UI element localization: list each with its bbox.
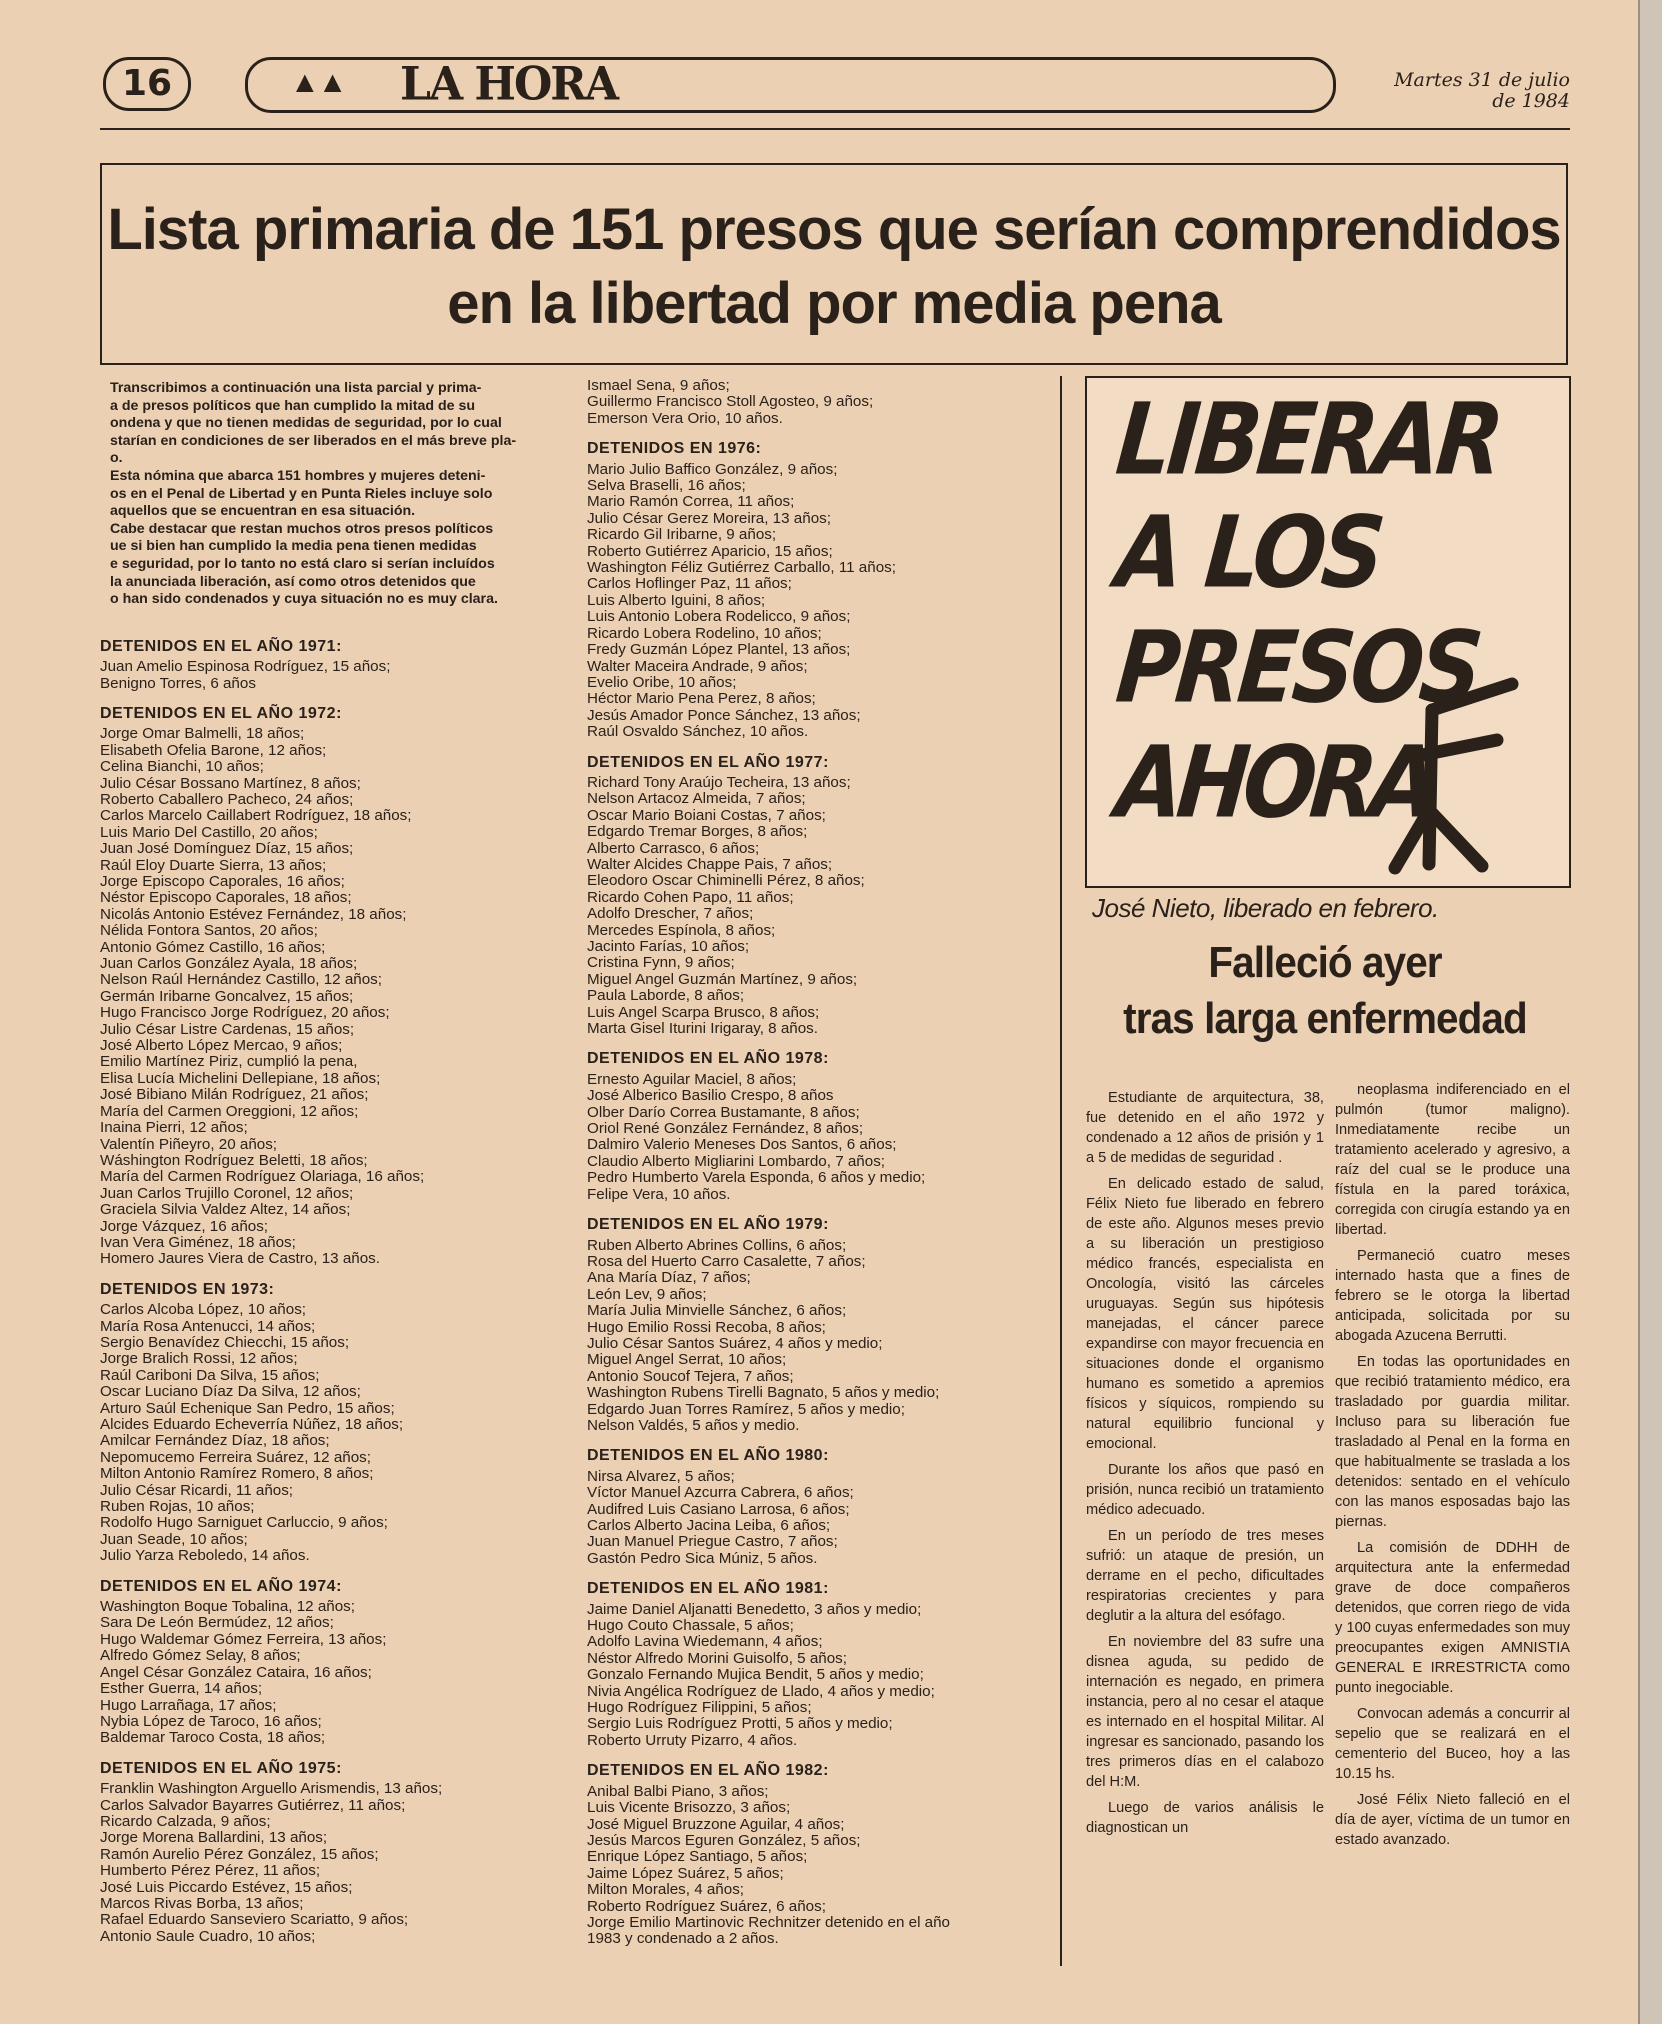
date-line-2: de 1984 xyxy=(1492,90,1570,112)
list-item: Ricardo Lobera Rodelino, 10 años; xyxy=(587,625,822,642)
column-1 xyxy=(100,380,565,1945)
list-item: Juan José Domínguez Díaz, 15 años; xyxy=(100,841,354,858)
article-paragraph: Convocan además a concurrir al sepelio que se realizará en el cementerio del Buceo, hoy a las 10.15 hs. xyxy=(1335,1706,1570,1782)
list-item: María del Carmen Rodríguez Olariaga, 16 años; xyxy=(100,1169,425,1186)
section-title: DETENIDOS EN EL AÑO 1980: xyxy=(587,1447,829,1465)
prisoner-list xyxy=(587,378,1047,427)
list-item: Carlos Marcelo Caillabert Rodríguez, 18 años; xyxy=(100,808,412,825)
list-item: Esther Guerra, 14 años; xyxy=(100,1681,263,1698)
list-item: Washington Rubens Tirelli Bagnato, 5 años y medio; xyxy=(587,1385,940,1402)
prisoner-list xyxy=(587,775,1047,1038)
list-item: Jorge Omar Balmelli, 18 años; xyxy=(100,726,305,743)
list-item: Hugo Francisco Jorge Rodríguez, 20 años; xyxy=(100,1005,390,1022)
list-item: Rosa del Huerto Carro Casalette, 7 años; xyxy=(587,1253,866,1270)
list-item: Humberto Pérez Pérez, 11 años; xyxy=(100,1863,321,1880)
list-item: Angel César González Cataira, 16 años; xyxy=(100,1664,372,1681)
list-item: Jesús Marcos Eguren González, 5 años; xyxy=(587,1832,861,1849)
list-item: Inaina Pierri, 12 años; xyxy=(100,1120,248,1137)
section-title: DETENIDOS EN EL AÑO 1978: xyxy=(587,1050,829,1068)
list-item: Enrique López Santiago, 5 años; xyxy=(587,1849,808,1866)
list-item: Audifred Luis Casiano Larrosa, 6 años; xyxy=(587,1501,850,1518)
list-item: Oriol René González Fernández, 8 años; xyxy=(587,1121,864,1138)
prisoner-list xyxy=(587,1602,1047,1750)
list-item: Miguel Angel Serrat, 10 años; xyxy=(587,1352,787,1369)
list-item: Marta Gisel Iturini Irigaray, 8 años. xyxy=(587,1021,818,1038)
list-item: Eleodoro Oscar Chiminelli Pérez, 8 años; xyxy=(587,873,865,890)
list-item: Jesús Amador Ponce Sánchez, 13 años; xyxy=(587,707,861,724)
list-item: Olber Darío Correa Bustamante, 8 años; xyxy=(587,1104,860,1121)
list-section xyxy=(587,1448,1047,1567)
list-item: Oscar Mario Boiani Costas, 7 años; xyxy=(587,807,826,824)
list-item: Juan Carlos González Ayala, 18 años; xyxy=(100,956,358,973)
list-section xyxy=(587,378,1047,427)
list-item: Anibal Balbi Piano, 3 años; xyxy=(587,1783,769,1800)
list-item: Alberto Carrasco, 6 años; xyxy=(587,840,760,857)
list-item: Antonio Soucof Tejera, 7 años; xyxy=(587,1368,794,1385)
list-item: Sergio Benavídez Chiecchi, 15 años; xyxy=(100,1334,350,1351)
list-item: Alfredo Gómez Selay, 8 años; xyxy=(100,1648,301,1665)
article-headline-line-1: Falleció ayer xyxy=(1208,938,1442,987)
intro-line: a de presos políticos que han cumplido la mitad de su xyxy=(110,397,476,414)
list-item: Edgardo Juan Torres Ramírez, 5 años y medio; xyxy=(587,1401,905,1418)
list-item: Raúl Cariboni Da Silva, 15 años; xyxy=(100,1367,320,1384)
list-item: Juan Carlos Trujillo Coronel, 12 años; xyxy=(100,1185,354,1202)
list-item: Julio César Listre Cardenas, 15 años; xyxy=(100,1021,355,1038)
date-line-1: Martes 31 de julio xyxy=(1394,69,1570,91)
list-item: Claudio Alberto Migliarini Lombardo, 7 años; xyxy=(587,1153,886,1170)
prisoner-list xyxy=(587,1784,1047,1948)
list-item: Ruben Rojas, 10 años; xyxy=(100,1499,255,1516)
article-paragraph: Permaneció cuatro meses internado hasta que a fines de febrero se le otorga la libertad anticipada, solicitada por su abogada Azucena Berrutti. xyxy=(1335,1248,1570,1344)
list-section xyxy=(587,755,1047,1038)
list-item: Selva Braselli, 16 años; xyxy=(587,478,746,495)
prisoner-list-2 xyxy=(587,378,1047,1948)
list-item: Nirsa Alvarez, 5 años; xyxy=(587,1468,735,1485)
list-item: Edgardo Tremar Borges, 8 años; xyxy=(587,824,808,841)
arrows-icon: ▲▲ xyxy=(290,66,346,99)
list-item: José Miguel Bruzzone Aguilar, 4 años; xyxy=(587,1816,845,1833)
list-item: Paula Laborde, 8 años; xyxy=(587,988,745,1005)
list-item: Jorge Emilio Martinovic Rechnitzer detenido en el año xyxy=(587,1914,951,1931)
list-item: Hugo Larrañaga, 17 años; xyxy=(100,1697,277,1714)
list-item: Adolfo Drescher, 7 años; xyxy=(587,906,754,923)
prisoner-list xyxy=(100,1781,565,1945)
list-item: Juan Manuel Priegue Castro, 7 años; xyxy=(587,1534,838,1551)
photo-caption: José Nieto, liberado en febrero. xyxy=(1092,893,1439,923)
list-item: Dalmiro Valerio Meneses Dos Santos, 6 años; xyxy=(587,1137,897,1154)
list-item: Adolfo Lavina Wiedemann, 4 años; xyxy=(587,1634,823,1651)
list-item: Raúl Osvaldo Sánchez, 10 años. xyxy=(587,724,809,741)
list-item: Milton Antonio Ramírez Romero, 8 años; xyxy=(100,1466,374,1483)
list-item: Julio César Santos Suárez, 4 años y medio; xyxy=(587,1335,883,1352)
list-item: Juan Seade, 10 años; xyxy=(100,1531,248,1548)
prisoner-list xyxy=(587,1238,1047,1435)
list-item: Elisabeth Ofelia Barone, 12 años; xyxy=(100,742,327,759)
list-item: Nepomucemo Ferreira Suárez, 12 años; xyxy=(100,1449,371,1466)
list-item: Felipe Vera, 10 años. xyxy=(587,1186,731,1203)
poster-line-2: A LOS xyxy=(1111,495,1386,611)
intro-line: e seguridad, por lo tanto no está claro si serían incluídos xyxy=(110,555,495,572)
list-item: José Luis Piccardo Estévez, 15 años; xyxy=(100,1879,353,1896)
list-section xyxy=(587,441,1047,740)
list-item: Mario Ramón Correa, 11 años; xyxy=(587,494,795,511)
list-item: Hugo Emilio Rossi Recoba, 8 años; xyxy=(587,1319,826,1336)
prisoner-list xyxy=(587,462,1047,741)
list-item: Roberto Caballero Pacheco, 24 años; xyxy=(100,791,354,808)
masthead xyxy=(245,57,1336,113)
list-section xyxy=(587,1051,1047,1203)
poster-line-4: AHORA xyxy=(1111,725,1437,841)
article-headline-line-2: tras larga enfermedad xyxy=(1123,994,1527,1043)
intro-line: la anunciada liberación, así como otros detenidos que xyxy=(110,573,476,590)
list-item: Emerson Vera Orio, 10 años. xyxy=(587,410,783,427)
section-title: DETENIDOS EN EL AÑO 1972: xyxy=(100,704,342,722)
list-item: León Lev, 9 años; xyxy=(587,1286,707,1303)
page-number: 16 xyxy=(103,57,191,111)
list-item: Carlos Salvador Bayarres Gutiérrez, 11 años; xyxy=(100,1797,406,1814)
list-item: Valentín Piñeyro, 20 años; xyxy=(100,1136,278,1153)
list-item: Jaime López Suárez, 5 años; xyxy=(587,1865,784,1882)
list-item: José Alberico Basilio Crespo, 8 años xyxy=(587,1088,834,1105)
article-column-b xyxy=(1335,1080,1570,1856)
headline-line-2: en la libertad por media pena xyxy=(447,271,1221,336)
list-item: Marcos Rivas Borba, 13 años; xyxy=(100,1895,304,1912)
list-item: Nelson Artacoz Almeida, 7 años; xyxy=(587,791,806,808)
section-title: DETENIDOS EN 1976: xyxy=(587,440,762,458)
list-item: Franklin Washington Arguello Arismendis, 13 años; xyxy=(100,1781,443,1798)
list-item: Antonio Saule Cuadro, 10 años; xyxy=(100,1928,316,1945)
section-title: DETENIDOS EN EL AÑO 1979: xyxy=(587,1216,829,1234)
prisoner-list xyxy=(100,1302,565,1565)
list-item: Jorge Bralich Rossi, 12 años; xyxy=(100,1351,298,1368)
intro-line: aquellos que se encuentran en esa situación. xyxy=(110,503,416,520)
list-item: Homero Jaures Viera de Castro, 13 años. xyxy=(100,1251,380,1268)
prisoner-list xyxy=(100,659,565,692)
list-item: María del Carmen Oreggioni, 12 años; xyxy=(100,1103,359,1120)
list-item: Milton Morales, 4 años; xyxy=(587,1882,745,1899)
article-column-a xyxy=(1086,1088,1324,1844)
intro-paragraph xyxy=(100,380,565,609)
list-item: Nybia López de Taroco, 16 años; xyxy=(100,1713,322,1730)
article-paragraph: En todas las oportunidades en que recibió tratamiento médico, era trasladado por guardia militar. Incluso para su liberación fue trasladado al Penal en la forma en que habitualmente se traslada a los detenidos: sentado en el vehículo con las manos esposadas bajo las piernas. xyxy=(1335,1354,1570,1530)
prisoner-list-1 xyxy=(100,639,565,1945)
list-item: José Bibiano Milán Rodríguez, 21 años; xyxy=(100,1087,369,1104)
article-paragraph: En delicado estado de salud, Félix Nieto fue liberado en febrero de este año. Algunos meses previo a su liberación un prestigioso médico francés, especialista en Oncología, visitó las cárceles uruguayas. Según sus hipótesis manejadas, el cáncer parece expandirse con mayor frecuencia en situaciones donde el organismo humano es sometido a apremios físicos y síquicos, rompiendo su natural equilibrio funcional y emocional. xyxy=(1086,1176,1324,1452)
list-item: Héctor Mario Pena Perez, 8 años; xyxy=(587,691,816,708)
intro-line: o. xyxy=(110,450,123,467)
prisoner-list xyxy=(587,1072,1047,1203)
article-paragraph: Durante los años que pasó en prisión, nunca recibió un tratamiento médico adecuado. xyxy=(1086,1462,1324,1518)
list-item: Germán Iribarne Goncalvez, 15 años; xyxy=(100,988,354,1005)
list-item: Cristina Fynn, 9 años; xyxy=(587,955,735,972)
list-item: Carlos Hoflinger Paz, 11 años; xyxy=(587,576,792,593)
headline-box xyxy=(100,163,1568,365)
list-item: María Julia Minvielle Sánchez, 6 años; xyxy=(587,1303,847,1320)
list-item: Luis Mario Del Castillo, 20 años; xyxy=(100,824,318,841)
list-item: Julio Yarza Reboledo, 14 años. xyxy=(100,1548,310,1565)
list-item: Ismael Sena, 9 años; xyxy=(587,378,730,394)
list-item: Ruben Alberto Abrines Collins, 6 años; xyxy=(587,1237,847,1254)
list-item: Evelio Oribe, 10 años; xyxy=(587,674,737,691)
list-item: Antonio Gómez Castillo, 16 años; xyxy=(100,939,326,956)
list-item: Alcides Eduardo Echeverría Núñez, 18 años; xyxy=(100,1417,404,1433)
header-rule xyxy=(100,128,1570,130)
list-item: Hugo Couto Chassale, 5 años; xyxy=(587,1618,794,1635)
list-item: Sergio Luis Rodríguez Protti, 5 años y medio; xyxy=(587,1716,893,1733)
prisoner-list xyxy=(587,1469,1047,1567)
section-title: DETENIDOS EN EL AÑO 1975: xyxy=(100,1759,342,1777)
intro-line: o han sido condenados y cuya situación no es muy clara. xyxy=(110,591,498,608)
list-item: Sara De León Bermúdez, 12 años; xyxy=(100,1615,334,1632)
article-paragraph: La comisión de DDHH de arquitectura ante la enfermedad grave de doce compañeros detenidos, que corren riego de vida y 100 cuyas enfermedades son muy preocupantes exigen AMNISTIA GENERAL E IRRESTRICTA como punto inegociable. xyxy=(1335,1540,1570,1696)
list-section xyxy=(100,1282,565,1565)
list-item: Nélida Fontora Santos, 20 años; xyxy=(100,923,318,940)
list-item: Néstor Episcopo Caporales, 18 años; xyxy=(100,890,352,907)
prisoner-list xyxy=(100,726,565,1267)
list-item: Roberto Rodríguez Suárez, 6 años; xyxy=(587,1898,826,1915)
article-paragraph: Luego de varios análisis le diagnostican un xyxy=(1086,1800,1324,1836)
list-item: Nivia Angélica Rodríguez de Llado, 4 años y medio; xyxy=(587,1683,935,1700)
list-item: Walter Maceira Andrade, 9 años; xyxy=(587,658,808,675)
intro-line: Cabe destacar que restan muchos otros presos políticos xyxy=(110,520,494,537)
list-item: 1983 y condenado a 2 años. xyxy=(587,1931,779,1948)
headline-line-1: Lista primaria de 151 presos que serían comprendidos xyxy=(107,197,1561,262)
list-item: Néstor Alfredo Morini Guisolfo, 5 años; xyxy=(587,1650,847,1667)
list-item: Washington Féliz Gutiérrez Carballo, 11 años; xyxy=(587,560,896,577)
section-title: DETENIDOS EN EL AÑO 1971: xyxy=(100,637,342,655)
list-item: Jaime Daniel Aljanatti Benedetto, 3 años y medio; xyxy=(587,1601,922,1618)
list-item: Ricardo Gil Iribarne, 9 años; xyxy=(587,527,777,544)
article-paragraph: En noviembre del 83 sufre una disnea aguda, su pedido de internación es negado, en primera instancia, pero al no cesar el ataque es internado en el hospital Militar. Al ingresar es sancionado, pasando los tres primeros días en el calabozo del H:M. xyxy=(1086,1634,1324,1790)
list-section xyxy=(100,706,565,1268)
list-item: Guillermo Francisco Stoll Agosteo, 9 años; xyxy=(587,394,874,411)
list-item: Graciela Silvia Valdez Altez, 14 años; xyxy=(100,1202,351,1219)
intro-line: starían en condiciones de ser liberados en el más breve pla- xyxy=(110,432,517,449)
list-item: Nelson Valdés, 5 años y medio. xyxy=(587,1417,800,1434)
list-item: Gonzalo Fernando Mujica Bendit, 5 años y medio; xyxy=(587,1667,924,1684)
list-item: Ana María Díaz, 7 años; xyxy=(587,1270,751,1287)
list-item: Luis Antonio Lobera Rodelicco, 9 años; xyxy=(587,609,851,626)
list-item: Pedro Humberto Varela Esponda, 6 años y medio; xyxy=(587,1170,926,1187)
section-title: DETENIDOS EN EL AÑO 1977: xyxy=(587,753,829,771)
section-title: DETENIDOS EN EL AÑO 1974: xyxy=(100,1577,342,1595)
list-item: Fredy Guzmán López Plantel, 13 años; xyxy=(587,642,851,659)
list-item: Benigno Torres, 6 años xyxy=(100,675,256,692)
article-paragraph: José Félix Nieto falleció en el día de ayer, víctima de un tumor en estado avanzado. xyxy=(1335,1792,1570,1848)
article-paragraph: En un período de tres meses sufrió: un ataque de presión, un derrame en el pecho, dificultades respiratorias crecientes y para deglutir a la altura del esófago. xyxy=(1086,1528,1324,1624)
poster-image xyxy=(1085,376,1571,888)
list-item: Carlos Alberto Jacina Leiba, 6 años; xyxy=(587,1518,831,1534)
list-item: Hugo Waldemar Gómez Ferreira, 13 años; xyxy=(100,1631,387,1648)
list-item: Luis Angel Scarpa Brusco, 8 años; xyxy=(587,1004,820,1021)
list-item: Ernesto Aguilar Maciel, 8 años; xyxy=(587,1071,797,1088)
list-section xyxy=(587,1581,1047,1749)
list-item: Roberto Gutiérrez Aparicio, 15 años; xyxy=(587,543,833,560)
headline xyxy=(102,193,1566,341)
list-item: Ramón Aurelio Pérez González, 15 años; xyxy=(100,1846,379,1863)
intro-line: os en el Penal de Libertad y en Punta Rieles incluye solo xyxy=(110,485,493,502)
list-item: Mario Julio Baffico González, 9 años; xyxy=(587,461,838,478)
list-item: Celina Bianchi, 10 años; xyxy=(100,759,264,776)
list-item: Emilio Martínez Piriz, cumplió la pena, xyxy=(100,1054,358,1071)
intro-line: ondena y que no tienen medidas de seguridad, por lo cual xyxy=(110,415,502,432)
list-item: Rodolfo Hugo Sarniguet Carluccio, 9 años; xyxy=(100,1515,388,1532)
page-edge xyxy=(1638,0,1662,2024)
section-title: DETENIDOS EN 1973: xyxy=(100,1280,275,1298)
list-item: Walter Alcides Chappe Pais, 7 años; xyxy=(587,856,833,873)
article-headline xyxy=(1104,935,1546,1047)
list-section xyxy=(100,1761,565,1945)
poster-symbol-icon xyxy=(1087,378,1569,886)
article-paragraph: neoplasma indiferenciado en el pulmón (tumor maligno). Inmediatamente recibe un tratamiento acelerado y agresivo, a raíz del cual se le produce una fístula en la pared toráxica, corregida con cirugía estando ya en libertad. xyxy=(1335,1082,1570,1238)
list-item: Oscar Luciano Díaz Da Silva, 12 años; xyxy=(100,1384,361,1401)
article-paragraph: Estudiante de arquitectura, 38, fue detenido en el año 1972 y condenado a 12 años de prisión y 1 a 5 de medidas de seguridad . xyxy=(1086,1090,1324,1166)
list-item: Wáshington Rodríguez Beletti, 18 años; xyxy=(100,1152,368,1169)
list-section xyxy=(100,639,565,692)
list-section xyxy=(587,1217,1047,1434)
section-title: DETENIDOS EN EL AÑO 1982: xyxy=(587,1762,829,1780)
list-item: Arturo Saúl Echenique San Pedro, 15 años; xyxy=(100,1400,395,1417)
list-item: Amilcar Fernández Díaz, 18 años; xyxy=(100,1433,330,1450)
list-item: Hugo Rodríguez Filippini, 5 años; xyxy=(587,1700,812,1717)
list-section xyxy=(587,1763,1047,1947)
list-item: Nelson Raúl Hernández Castillo, 12 años; xyxy=(100,972,382,989)
list-item: Luis Vicente Brisozzo, 3 años; xyxy=(587,1800,791,1817)
list-item: Jorge Morena Ballardini, 13 años; xyxy=(100,1830,328,1847)
list-item: Ricardo Calzada, 9 años; xyxy=(100,1813,271,1830)
date-line xyxy=(1335,70,1570,112)
list-item: Richard Tony Araújo Techeira, 13 años; xyxy=(587,774,851,791)
list-item: Gastón Pedro Sica Múniz, 5 años. xyxy=(587,1550,818,1567)
list-item: Rafael Eduardo Sanseviero Scariatto, 9 años; xyxy=(100,1912,409,1929)
list-item: Luis Alberto Iguini, 8 años; xyxy=(587,592,766,609)
list-item: José Alberto López Mercao, 9 años; xyxy=(100,1038,343,1055)
list-item: Julio César Ricardi, 11 años; xyxy=(100,1482,294,1499)
list-item: Elisa Lucía Michelini Dellepiane, 18 años; xyxy=(100,1070,381,1087)
list-item: Nicolás Antonio Estévez Fernández, 18 años; xyxy=(100,906,407,923)
list-item: Jorge Vázquez, 16 años; xyxy=(100,1218,269,1235)
poster-line-3: PRESOS xyxy=(1111,610,1484,726)
list-item: Jacinto Farías, 10 años; xyxy=(587,939,750,955)
list-item: Raúl Eloy Duarte Sierra, 13 años; xyxy=(100,857,327,874)
list-item: Juan Amelio Espinosa Rodríguez, 15 años; xyxy=(100,659,391,676)
intro-line: ue si bien han cumplido la media pena tienen medidas xyxy=(110,538,477,555)
poster-line-1: LIBERAR xyxy=(1111,382,1505,498)
list-item: Ivan Vera Giménez, 18 años; xyxy=(100,1234,296,1251)
list-item: Víctor Manuel Azcurra Cabrera, 6 años; xyxy=(587,1485,854,1502)
column-rule xyxy=(1060,376,1062,1966)
section-title: DETENIDOS EN EL AÑO 1981: xyxy=(587,1580,829,1598)
list-item: Ricardo Cohen Papo, 11 años; xyxy=(587,889,794,906)
list-item: Carlos Alcoba López, 10 años; xyxy=(100,1302,307,1319)
list-item: Miguel Angel Guzmán Martínez, 9 años; xyxy=(587,971,858,988)
list-item: Jorge Episcopo Caporales, 16 años; xyxy=(100,874,345,890)
list-item: Mercedes Espínola, 8 años; xyxy=(587,922,776,939)
list-item: Julio César Gerez Moreira, 13 años; xyxy=(587,510,831,527)
list-item: Roberto Urruty Pizarro, 4 años. xyxy=(587,1732,798,1749)
list-section xyxy=(100,1579,565,1747)
list-item: Baldemar Taroco Costa, 18 años; xyxy=(100,1730,326,1747)
intro-line: Esta nómina que abarca 151 hombres y mujeres deteni- xyxy=(110,467,486,484)
list-item: María Rosa Antenucci, 14 años; xyxy=(100,1318,316,1335)
prisoner-list xyxy=(100,1599,565,1747)
intro-line: Transcribimos a continuación una lista parcial y prima- xyxy=(110,380,482,396)
list-item: Julio César Bossano Martínez, 8 años; xyxy=(100,775,361,792)
newspaper-logo: LA HORA xyxy=(400,57,617,112)
list-item: Washington Boque Tobalina, 12 años; xyxy=(100,1599,355,1616)
